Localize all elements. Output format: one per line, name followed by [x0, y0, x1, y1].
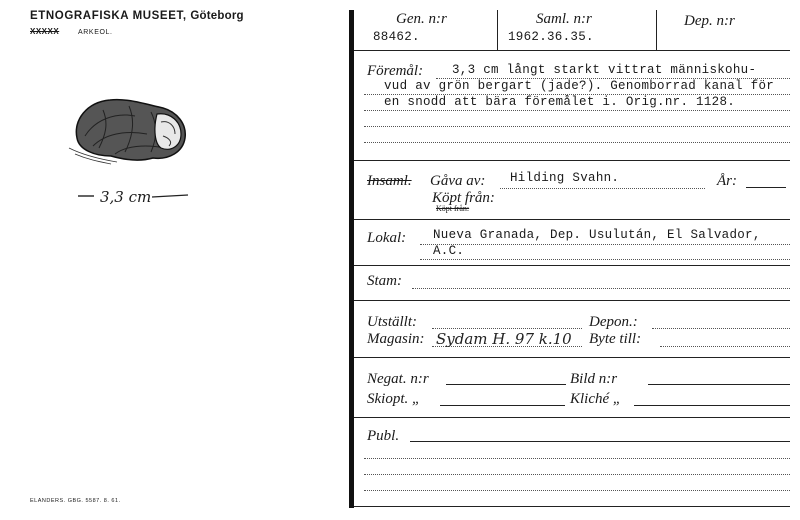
struck-code: XXXXX [30, 27, 60, 36]
byte-label: Byte till: [589, 331, 642, 347]
artifact-sketch [65, 90, 195, 170]
printer-line: ELANDERS. GBG. 5587. 8. 61. [30, 498, 121, 504]
ar-label: År: [717, 173, 737, 189]
gen-label: Gen. n:r [396, 11, 447, 27]
scale-tail [152, 193, 192, 201]
foremal-label: Föremål: [367, 63, 424, 79]
lokal-rule-1 [420, 244, 790, 245]
header-rule [354, 50, 790, 51]
bild-label: Bild n:r [570, 371, 618, 387]
publ-rule-3 [364, 474, 790, 475]
museum-city: Göteborg [190, 10, 244, 22]
magasin-rule [432, 346, 582, 347]
saml-value: 1962.36.35. [508, 30, 594, 44]
byte-rule [660, 346, 790, 347]
foremal-rule-1 [436, 78, 790, 79]
kopfran-label: Köpt från: [432, 190, 495, 206]
foremal-line-3: en snodd att bära föremålet i. Orig.nr. 1128. [384, 95, 736, 109]
gava-label: Gåva av: [430, 173, 486, 189]
lokal-line-1: Nueva Granada, Dep. Usulután, El Salvador, [433, 228, 761, 242]
utstallt-label: Utställt: [367, 314, 418, 330]
negat-rule [446, 384, 566, 385]
magasin-label: Magasin: [367, 331, 425, 347]
header-sep-2 [656, 10, 657, 50]
bild-rule [648, 384, 790, 385]
foremal-line-1: 3,3 cm långt starkt vittrat människohu- [452, 63, 757, 77]
depon-rule [652, 328, 790, 329]
publ-rule-4 [364, 490, 790, 491]
storage-rule [354, 357, 790, 358]
skiopt-label: Skiopt. „ [367, 391, 421, 407]
kliche-rule [634, 405, 790, 406]
department-label: ARKEOL. [78, 29, 113, 36]
magasin-value: Sydam H. 97 k.10 [436, 330, 572, 348]
gava-value: Hilding Svahn. [510, 171, 620, 185]
foremal-rule-5 [364, 142, 790, 143]
insaml-struck-label: Insaml. [367, 173, 412, 189]
publ-rule-1 [410, 441, 790, 442]
gen-value: 88462. [373, 30, 420, 44]
gava-rule [500, 188, 705, 189]
scale-dash [78, 193, 98, 199]
museum-title: ETNOGRAFISKA MUSEET, Göteborg [30, 10, 244, 22]
lokal-line-2: A.C. [433, 244, 465, 258]
card-divider-bar [349, 10, 354, 508]
publ-rule-2 [364, 458, 790, 459]
utstallt-rule [432, 328, 582, 329]
depon-label: Depon.: [589, 314, 638, 330]
acquisition-rule [354, 219, 790, 220]
photo-rule [354, 417, 790, 418]
stam-rule [412, 288, 790, 289]
dep-label: Dep. n:r [684, 13, 735, 29]
stam-section-rule [354, 300, 790, 301]
foremal-rule [354, 160, 790, 161]
lokal-label: Lokal: [367, 230, 407, 246]
ar-rule [746, 187, 786, 188]
foremal-rule-2 [364, 94, 790, 95]
skiopt-rule [440, 405, 565, 406]
header-sep-1 [497, 10, 498, 50]
kliche-label: Kliché „ [570, 391, 622, 407]
foremal-rule-3 [364, 110, 790, 111]
lokal-rule [354, 265, 790, 266]
saml-label: Saml. n:r [536, 11, 592, 27]
stam-label: Stam: [367, 273, 402, 289]
foremal-line-2: vud av grön bergart (jade?). Genomborrad kanal för [384, 79, 775, 93]
kopfran-small-struck: Köpt från: [436, 204, 470, 213]
foremal-rule-4 [364, 126, 790, 127]
card-bottom-rule [354, 506, 790, 507]
scale-note: 3,3 cm [100, 188, 152, 206]
negat-label: Negat. n:r [367, 371, 429, 387]
lokal-rule-2 [420, 259, 790, 260]
publ-label: Publ. [367, 428, 400, 444]
